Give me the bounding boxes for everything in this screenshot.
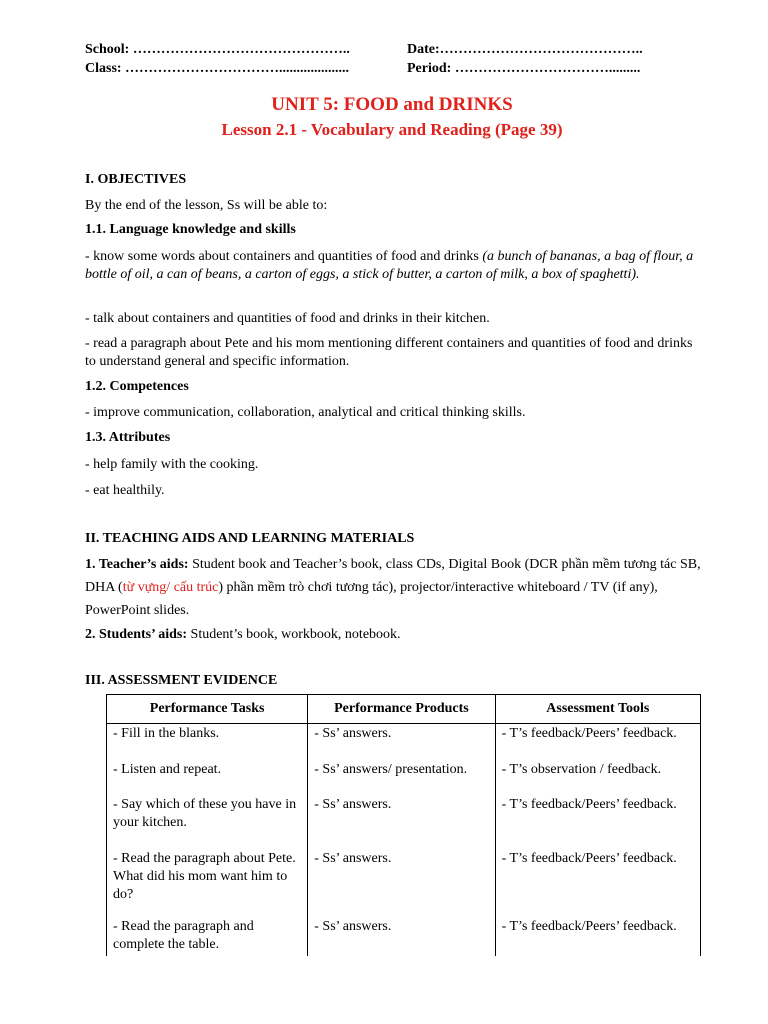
- table-row: [107, 796, 701, 850]
- table-cell: - Listen and repeat.: [107, 761, 308, 796]
- table-row: [107, 724, 701, 761]
- table-cell: - T’s feedback/Peers’ feedback.: [495, 796, 700, 850]
- objective-bullet-2: - talk about containers and quantities of food and drinks in their kitchen.: [85, 311, 490, 326]
- table-cell: - T’s feedback/Peers’ feedback.: [495, 918, 700, 956]
- assessment-heading: III. ASSESSMENT EVIDENCE: [85, 673, 278, 688]
- column-header: Performance Products: [308, 695, 495, 724]
- table-cell: - Ss’ answers.: [308, 918, 495, 956]
- attribute-bullet-1: - help family with the cooking.: [85, 457, 259, 472]
- teaching-aids-heading: II. TEACHING AIDS AND LEARNING MATERIALS: [85, 531, 415, 546]
- table-cell: - T’s feedback/Peers’ feedback.: [495, 850, 700, 918]
- table-cell: - Ss’ answers.: [308, 724, 495, 761]
- objectives-intro: By the end of the lesson, Ss will be able to:: [85, 198, 328, 213]
- table-cell: - Read the paragraph about Pete. What did his mom want him to do?: [107, 850, 308, 918]
- period-field: Period: …………………………….........: [407, 61, 641, 76]
- table-cell: - Say which of these you have in your kitchen.: [107, 796, 308, 850]
- objective-bullet-1: - know some words about containers and quantities of food and drinks (a bunch of bananas, a bag of flour, a bottle of oil, a can of beans, a carton of eggs, a stick of butter, a carton of milk, a box of spaghetti).: [85, 249, 694, 282]
- table-cell: - T’s observation / feedback.: [495, 761, 700, 796]
- class-field: Class: ……………………………....................: [85, 61, 350, 76]
- table-cell: - Read the paragraph and complete the table.: [107, 918, 308, 956]
- section-1-3-heading: 1.3. Attributes: [85, 430, 171, 445]
- table-row: [107, 761, 701, 796]
- teachers-aids: 1. Teacher’s aids: Student book and Teacher’s book, class CDs, Digital Book (DCR phần mềm tương tác SB, DHA (từ vựng/ cấu trúc) phần mềm trò chơi tương tác), projector/interactive whiteboard / TV (if any), PowerPoint slides.: [85, 557, 701, 618]
- attribute-bullet-2: - eat healthily.: [85, 483, 165, 498]
- table-cell: - Ss’ answers.: [308, 796, 495, 850]
- table-row: [107, 850, 701, 918]
- section-1-2-heading: 1.2. Competences: [85, 379, 189, 394]
- objectives-heading: I. OBJECTIVES: [85, 172, 187, 187]
- section-1-1-heading: 1.1. Language knowledge and skills: [85, 222, 296, 237]
- table-cell: - T’s feedback/Peers’ feedback.: [495, 724, 700, 761]
- assessment-table: [106, 694, 701, 956]
- date-field: Date:……………………………………..: [407, 42, 643, 57]
- table-cell: - Ss’ answers.: [308, 850, 495, 918]
- competence-bullet: - improve communication, collaboration, analytical and critical thinking skills.: [85, 405, 526, 420]
- column-header: Assessment Tools: [495, 695, 700, 724]
- students-aids: 2. Students’ aids: Student’s book, workbook, notebook.: [85, 627, 401, 642]
- lesson-subtitle: Lesson 2.1 - Vocabulary and Reading (Page 39): [221, 120, 563, 139]
- school-field: School: ………………………………………..: [85, 42, 350, 57]
- objective-bullet-3: - read a paragraph about Pete and his mom mentioning different containers and quantities of food and drinks to understand general and specific information.: [85, 336, 693, 369]
- table-cell: - Ss’ answers/ presentation.: [308, 761, 495, 796]
- table-cell: - Fill in the blanks.: [107, 724, 308, 761]
- column-header: Performance Tasks: [107, 695, 308, 724]
- table-header-row: [107, 695, 701, 724]
- table-row: [107, 918, 701, 956]
- unit-title: UNIT 5: FOOD and DRINKS: [271, 94, 513, 115]
